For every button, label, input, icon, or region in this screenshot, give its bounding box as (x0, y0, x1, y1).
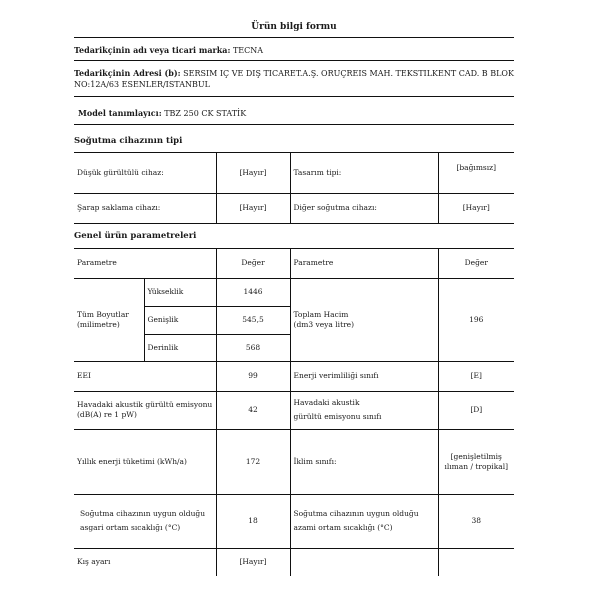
model-value: TBZ 250 CK STATİK (164, 109, 247, 118)
low-noise-value: [Hayır] (216, 153, 290, 193)
empty-cell (438, 548, 514, 576)
total-volume-label: Toplam Hacim (dm3 veya litre) (290, 278, 438, 361)
eei-label: EEI (74, 361, 216, 391)
energy-class-value: [E] (438, 361, 514, 391)
noise-class-label: Havadaki akustik gürültü emisyonu sınıfı (290, 391, 438, 429)
max-ambient-temp-label: Soğutma cihazının uygun olduğu azami ortam sıcaklığı (°C) (290, 494, 438, 548)
model-label: Model tanımlayıcı: (78, 108, 162, 118)
winter-setting-value: [Hayır] (216, 548, 290, 576)
height-label: Yükseklik (144, 278, 216, 306)
cooling-type-heading: Soğutma cihazının tipi (74, 136, 183, 146)
table-row (74, 153, 514, 193)
depth-label: Derinlik (144, 334, 216, 361)
total-volume-value: 196 (438, 278, 514, 361)
model-field (78, 108, 518, 119)
design-type-value: [bağımsız] (438, 153, 514, 193)
design-type-label: Tasarım tipi: (290, 153, 438, 193)
divider (74, 124, 514, 125)
general-params-heading: Genel ürün parametreleri (74, 231, 197, 241)
value-header: Değer (216, 249, 290, 278)
other-cooling-label: Diğer soğutma cihazı: (290, 193, 438, 223)
width-label: Genişlik (144, 306, 216, 334)
winter-setting-label: Kış ayarı (74, 548, 216, 576)
climate-class-label: İklim sınıfı: (290, 429, 438, 494)
min-ambient-temp-value: 18 (216, 494, 290, 548)
climate-class-value: [genişletilmiş ılıman / tropikal] (438, 429, 514, 494)
empty-cell (290, 548, 438, 576)
supplier-name-label: Tedarikçinin adı veya ticari marka: (74, 45, 231, 55)
dimensions-label: Tüm Boyutlar (milimetre) (74, 278, 144, 361)
height-value: 1446 (216, 278, 290, 306)
general-params-table (74, 249, 514, 576)
eei-value: 99 (216, 361, 290, 391)
divider (74, 37, 514, 38)
annual-energy-label: Yıllık enerji tüketimi (kWh/a) (74, 429, 216, 494)
table-row (74, 548, 514, 576)
energy-class-label: Enerji verimliliği sınıfı (290, 361, 438, 391)
table-header-row (74, 249, 514, 278)
wine-storage-value: [Hayır] (216, 193, 290, 223)
table-row (74, 278, 514, 306)
param-header: Parametre (74, 249, 216, 278)
noise-class-value: [D] (438, 391, 514, 429)
cooling-type-table (74, 153, 514, 224)
low-noise-label: Düşük gürültülü cihaz: (74, 153, 216, 193)
table-row (74, 429, 514, 494)
divider (74, 60, 514, 61)
wine-storage-label: Şarap saklama cihazı: (74, 193, 216, 223)
supplier-address-field (74, 68, 514, 90)
supplier-name-field (74, 45, 514, 56)
depth-value: 568 (216, 334, 290, 361)
table-row (74, 193, 514, 223)
other-cooling-value: [Hayır] (438, 193, 514, 223)
supplier-name-value: TECNA (232, 46, 264, 55)
supplier-address-label: Tedarikçinin Adresi (b): (74, 68, 181, 78)
param-header: Parametre (290, 249, 438, 278)
form-title: Ürün bilgi formu (251, 22, 337, 32)
max-ambient-temp-value: 38 (438, 494, 514, 548)
min-ambient-temp-label: Soğutma cihazının uygun olduğu asgari ortam sıcaklığı (°C) (74, 494, 216, 548)
table-row (74, 361, 514, 391)
supplier-address-value: SERSIM IÇ VE DIŞ TICARET.A.Ş. ORUÇREIS MAH. TEKSTILKENT CAD. B BLOK NO:12A/63 ESENLER/ISTANBUL (74, 69, 514, 89)
table-row (74, 391, 514, 429)
width-value: 545,5 (216, 306, 290, 334)
value-header: Değer (438, 249, 514, 278)
noise-emission-value: 42 (216, 391, 290, 429)
divider (74, 96, 514, 97)
table-row (74, 494, 514, 548)
noise-emission-label: Havadaki akustik gürültü emisyonu (dB(A) re 1 pW) (74, 391, 216, 429)
annual-energy-value: 172 (216, 429, 290, 494)
